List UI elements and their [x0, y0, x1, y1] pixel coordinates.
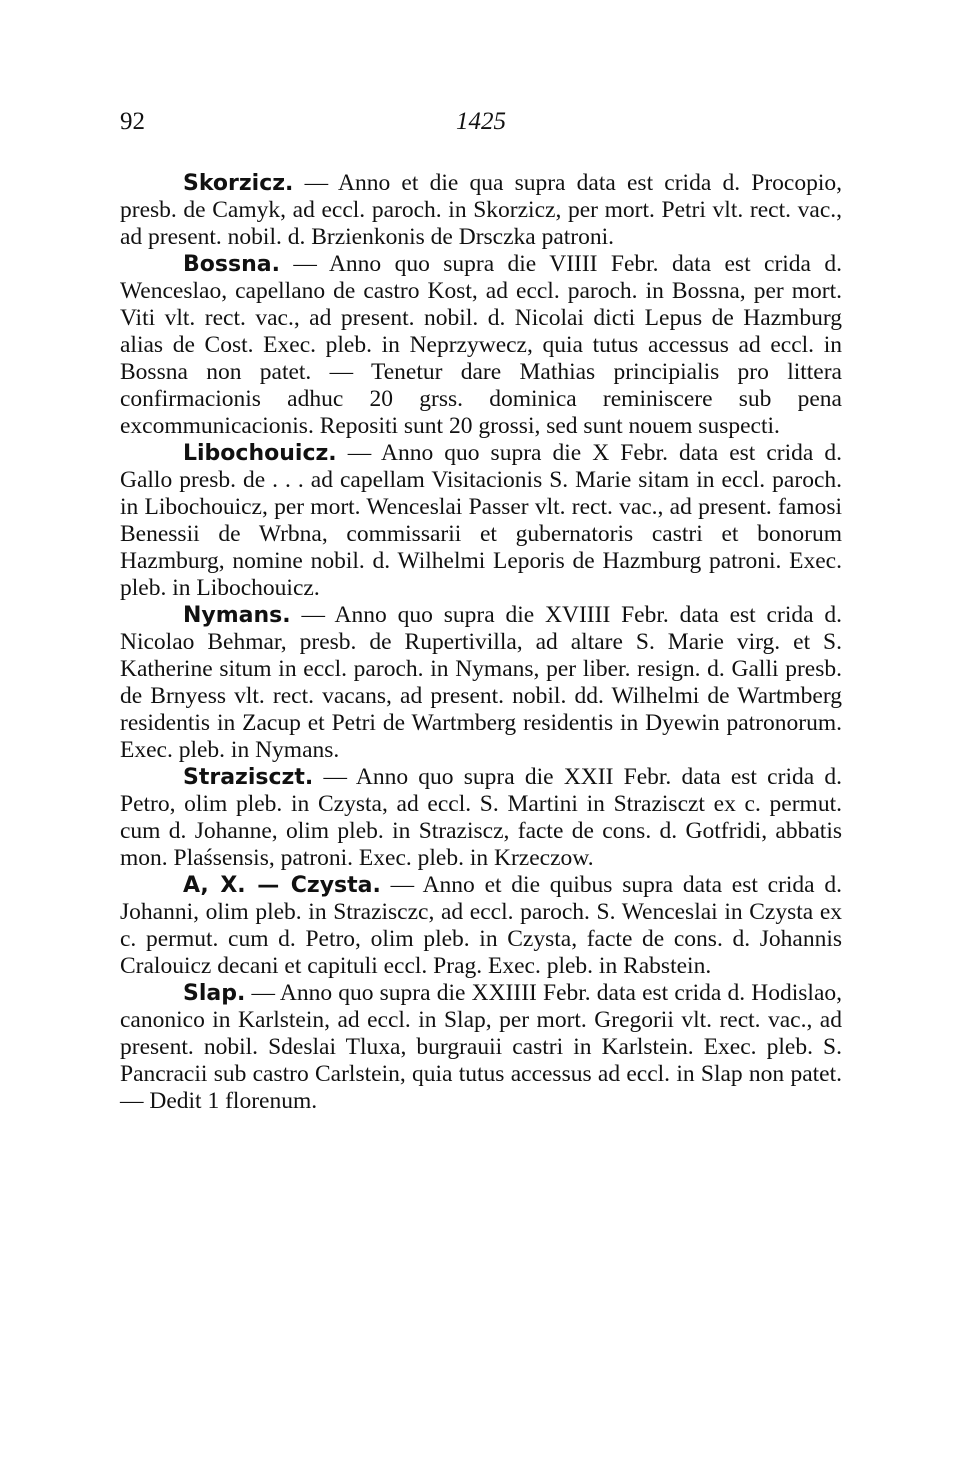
- entry-text: — Anno quo supra die X Febr. data est crida d. Gallo presb. de . . . ad capellam Visitacionis S. Marie sitam in eccl. paroch. in Libochouicz, per mort. Wenceslai Passer vlt. rect. vac., ad present. famosi Benessii de Wrbna, commissarii et gubernatoris castri et bonorum Hazmburg, nomine nobil. d. Wilhelmi Leporis de Hazmburg patroni. Exec. pleb. in Libochouicz.: [120, 440, 843, 601]
- place-heading: Libochouicz.: [183, 441, 337, 466]
- entry-libochouicz: [120, 440, 842, 602]
- entry-skorzicz: [120, 170, 842, 251]
- entry-slap: [120, 980, 842, 1115]
- entry-bossna: [120, 251, 842, 440]
- entry-text: — Anno quo supra die XVIIII Febr. data est crida d. Nicolao Behmar, presb. de Rupertivilla, ad altare S. Marie virg. et S. Katherine situm in eccl. paroch. in Nymans, per liber. resign. d. Galli presb. de Brnyess vlt. rect. vacans, ad present. nobil. dd. Wilhelmi de Wartmberg residentis in Zacup et Petri de Wartmberg residentis in Dyewin patronorum. Exec. pleb. in Nymans.: [120, 602, 842, 763]
- entry-text: — Anno quo supra die XXII Febr. data est crida d. Petro, olim pleb. in Czysta, ad eccl. S. Martini in Strazisczt ex c. permut. cum d. Johanne, olim pleb. in Straziscz, facte de cons. d. Gotfridi, abbatis mon. Plaśsensis, patroni. Exec. pleb. in Krzeczow.: [120, 764, 842, 871]
- entry-strazisczt: [120, 764, 842, 872]
- place-heading: Skorzicz.: [183, 171, 294, 196]
- place-heading: A, X. — Czysta.: [183, 873, 381, 898]
- page-number: 92: [120, 108, 145, 135]
- entry-nymans: [120, 602, 842, 764]
- entry-text: — Anno quo supra die XXIIII Febr. data est crida d. Hodislao, canonico in Karlstein, ad eccl. in Slap, per mort. Gregorii vlt. rect. vac., ad present. nobil. Sdeslai Tluxa, burgrauii castri in Karlstein. Exec. pleb. S. Pancracii sub castro Carlstein, quia tutus accessus ad eccl. in Slap non patet. — Dedit 1 florenum.: [120, 980, 843, 1114]
- page-year: 1425: [456, 108, 506, 135]
- entry-text: — Anno et die qua supra data est crida d. Procopio, presb. de Camyk, ad eccl. paroch. in Skorzicz, per mort. Petri vlt. rect. vac., ad present. nobil. d. Brzienkonis de Drsczka patroni.: [120, 170, 843, 250]
- place-heading: Bossna.: [183, 252, 280, 277]
- place-heading: Nymans.: [183, 603, 291, 628]
- entry-text: — Anno quo supra die VIIII Febr. data est crida d. Wenceslao, capellano de castro Kost, ad eccl. paroch. in Bossna, per mort. Viti vlt. rect. vac., ad present. nobil. d. Nicolai dicti Lepus de Hazmburg alias de Cost. Exec. pleb. in Neprzywecz, quia tutus accessus ad eccl. in Bossna non patet. — Tenetur dare Mathias principialis pro littera confirmacionis adhuc 20 grss. dominica reminiscere sub pena excommunicacionis. Repositi sunt 20 grossi, sed sunt nouem suspecti.: [120, 251, 843, 439]
- page-header: [120, 108, 840, 142]
- place-heading: Strazisczt.: [183, 765, 314, 790]
- place-heading: Slap.: [183, 981, 246, 1006]
- entry-czysta: [120, 872, 842, 980]
- entry-text: — Anno et die quibus supra data est crida d. Johanni, olim pleb. in Strazisczc, ad eccl. paroch. S. Wenceslai in Czysta ex c. permut. cum d. Petro, olim pleb. in Czysta, facte de cons. d. Johannis Cralouicz decani et capituli eccl. Prag. Exec. pleb. in Rabstein.: [120, 872, 842, 979]
- body-text: [120, 170, 842, 1115]
